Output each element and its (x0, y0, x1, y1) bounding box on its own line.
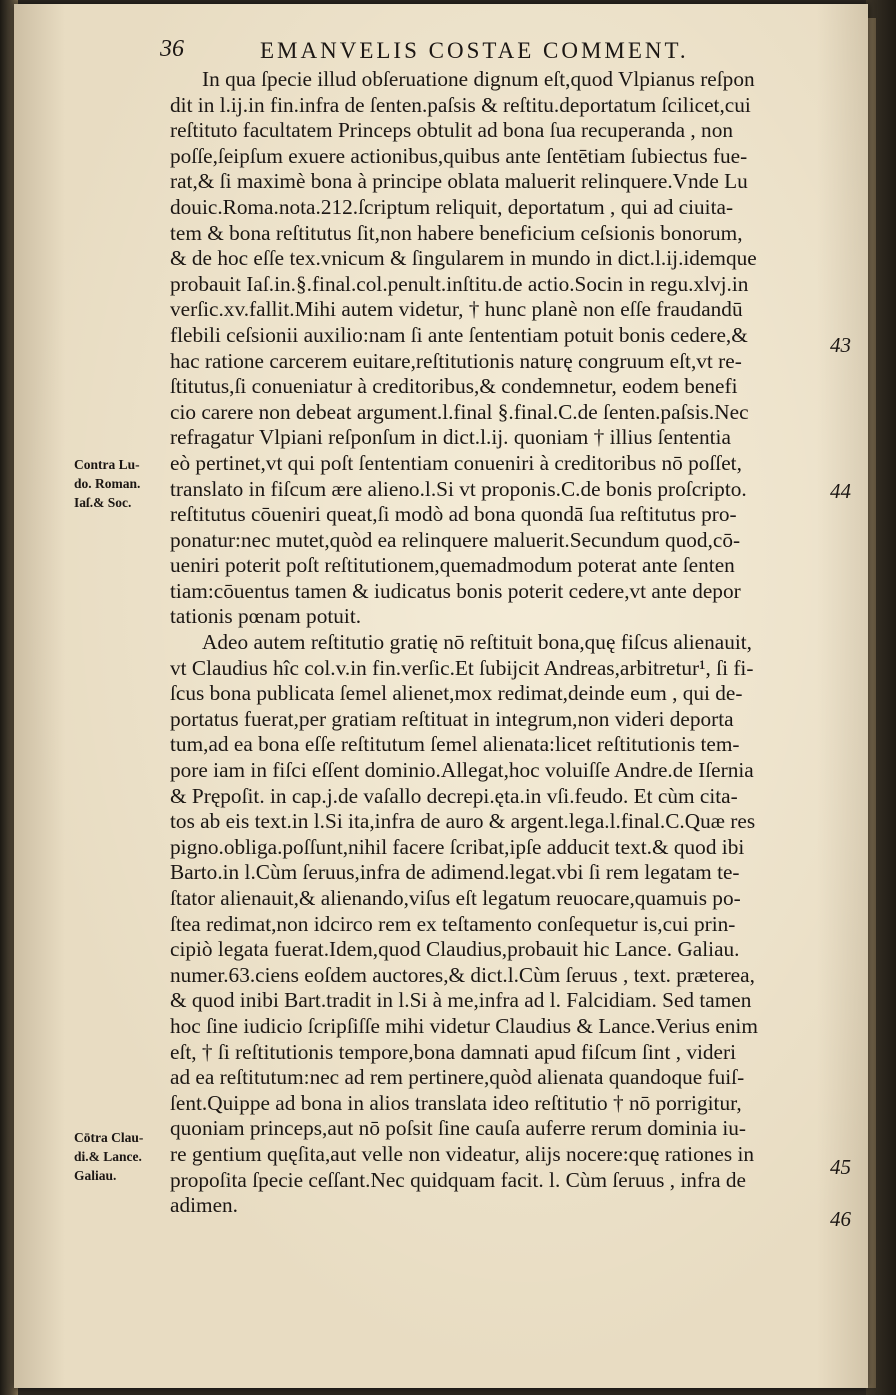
text-line: tiam:cōuentus tamen & iudicatus bonis poterit cedere,vt ante depor (170, 578, 741, 603)
text-line: & quod inibi Bart.tradit in l.Si à me,infra ad l. Falcidiam. Sed tamen (170, 988, 752, 1013)
marginal-note-contra-claudi (74, 1128, 170, 1185)
marginal-note-line: Galiau. (74, 1168, 117, 1183)
text-line: poſſe,ſeipſum exuere actionibus,quibus ante ſentētiam ſubiectus fue- (170, 143, 748, 168)
text-line: tum,ad ea bona eſſe reſtitutum ſemel alienata:licet reſtitutionis tem- (170, 732, 740, 757)
text-line: probauit Iaſ.in.§.final.col.penult.inſtitu.de actio.Socin in regu.xlvj.in (170, 271, 749, 296)
text-line: tem & bona reſtitutus ſit,non habere beneficium ceſsionis bonorum, (170, 220, 743, 245)
marginal-note-line: Contra Lu- (74, 457, 140, 472)
marginal-note-line: di.& Lance. (74, 1149, 142, 1164)
text-line: ad ea reſtitutum:nec ad rem pertinere,quòd alienata quandoque fuiſ- (170, 1065, 745, 1090)
text-line: pore iam in fiſci eſſent dominio.Allegat,hoc voluiſſe Andre.de Iſernia (170, 758, 754, 783)
marginal-note-line: Iaſ.& Soc. (74, 495, 132, 510)
text-line: rat,& ſi maximè bona à principe oblata maluerit relinquere.Vnde Lu (170, 169, 748, 194)
text-line: quoniam princeps,aut nō poſsit ſine cauſa auferre rerum dominia iu- (170, 1116, 747, 1141)
text-line: eſt, † ſi reſtitutionis tempore,bona damnati apud fiſcum ſint , videri (170, 1039, 737, 1064)
text-line: ſtator alienauit,& alienando,viſus eſt legatum reuocare,quamuis po- (170, 886, 741, 910)
text-line: In qua ſpecie illud obſeruatione dignum eſt,quod Vlpianus reſpon (202, 67, 755, 91)
text-line: & de hoc eſſe tex.vnicum & ſingularem in mundo in dict.l.ij.idemque (170, 246, 757, 271)
text-line: ſtitutus,ſi conueniatur à creditoribus,& condemnetur, eodem benefi (170, 374, 738, 399)
page-number: 36 (160, 36, 184, 62)
text-line: vt Claudius hîc col.v.in fin.verſic.Et ſubijcit Andreas,arbitretur¹, ſi fi- (170, 655, 754, 680)
marginal-note-contra-ludo (74, 455, 170, 512)
text-line (170, 1219, 828, 1245)
text-line: tationis pœnam potuit. (170, 604, 362, 629)
text-line: cio carere non debeat argument.l.final §.final.C.de ſenten.paſsis.Nec (170, 399, 749, 424)
text-line: ponatur:nec mutet,quòd ea relinquere maluerit.Secundum quod,cō- (170, 527, 741, 552)
section-number: 46 (830, 1207, 851, 1231)
text-line: translato in fiſcum ære alieno.l.Si vt proponis.C.de bonis proſcripto. (170, 476, 747, 501)
text-line: ſtea redimat,non idcirco rem ex teſtamento conſequetur is,cui prin- (170, 911, 736, 936)
section-number: 44 (830, 479, 851, 503)
text-line: ſcus bona publicata ſemel alienet,mox redimat,deinde eum , qui de- (170, 681, 743, 706)
section-number: 45 (830, 1155, 851, 1179)
text-line: douic.Roma.nota.212.ſcriptum reliquit, deportatum , qui ad ciuita- (170, 194, 734, 219)
text-line: & Prępoſit. in cap.j.de vaſallo decrepi.ęta.in vſi.feudo. Et cùm cita- (170, 783, 738, 808)
marginal-note-line: do. Roman. (74, 476, 141, 491)
text-line: propoſita ſpecie ceſſant.Nec quidquam facit. l. Cùm ſeruus , infra de (170, 1167, 747, 1192)
text-line: eò pertinet,vt qui poſt ſententiam conueniri à creditoribus nō poſſet, (170, 450, 742, 475)
text-line: hac ratione carcerem euitare,reſtitutionis naturę congruum eſt,vt re- (170, 348, 742, 373)
page-header (160, 36, 800, 70)
text-line: reſtituto facultatem Princeps obtulit ad bona ſua recuperanda , non (170, 118, 733, 143)
text-line: ſent.Quippe ad bona in alios translata ideo reſtitutio † nō porrigitur, (170, 1090, 742, 1115)
section-number: 43 (830, 333, 851, 357)
text-line: numer.63.ciens eoſdem auctores,& dict.l.Cùm ſeruus , text. præterea, (170, 962, 755, 987)
text-line: flebili ceſsionii auxilio:nam ſi ante ſententiam potuit bonis cedere,& (170, 322, 748, 347)
text-line: reſtitutus cōueniri queat,ſi modò ad bona quondā ſua reſtitutus pro- (170, 502, 737, 527)
text-line: refragatur Vlpiani reſponſum in dict.l.ij. quoniam † illius ſententia (170, 425, 731, 450)
text-line: portatus fuerat,per gratiam reſtituat in integrum,non videri deporta (170, 706, 734, 731)
marginal-note-line: Cōtra Clau- (74, 1130, 144, 1145)
text-line: dit in l.ij.in fin.infra de ſenten.paſsis & reſtitu.deportatum ſcilicet,cui (170, 92, 751, 117)
text-line: adimen. (170, 1193, 239, 1218)
text-line: cipiò legata fuerat.Idem,quod Claudius,probauit hic Lance. Galiau. (170, 937, 740, 962)
running-title: EMANVELIS COSTAE COMMENT. (260, 38, 689, 63)
text-line: ueniri poterit poſt reſtitutionem,quemadmodum poterat ante ſenten (170, 553, 735, 578)
text-line: Adeo autem reſtitutio gratię nō reſtituit bona,quę fiſcus alienauit, (202, 630, 753, 655)
text-line: tos ab eis text.in l.Si ita,infra de auro & argent.lega.l.final.C.Quæ res (170, 809, 756, 834)
text-line: pigno.obliga.poſſunt,nihil facere ſcribat,ipſe adducit text.& quod ibi (170, 834, 745, 859)
text-line: Barto.in l.Cùm ſeruus,infra de adimend.legat.vbi ſi rem legatam te- (170, 860, 740, 885)
text-line: re gentium quęſita,aut velle non videatur, alijs nocere:quę rationes in (170, 1141, 755, 1166)
text-line: verſic.xv.fallit.Mihi autem videtur, † hunc planè non eſſe fraudandū (170, 297, 743, 322)
main-text-block (170, 67, 828, 1244)
text-line: hoc ſine iudicio ſcripſiſſe mihi videtur Claudius & Lance.Verius enim (170, 1013, 758, 1038)
